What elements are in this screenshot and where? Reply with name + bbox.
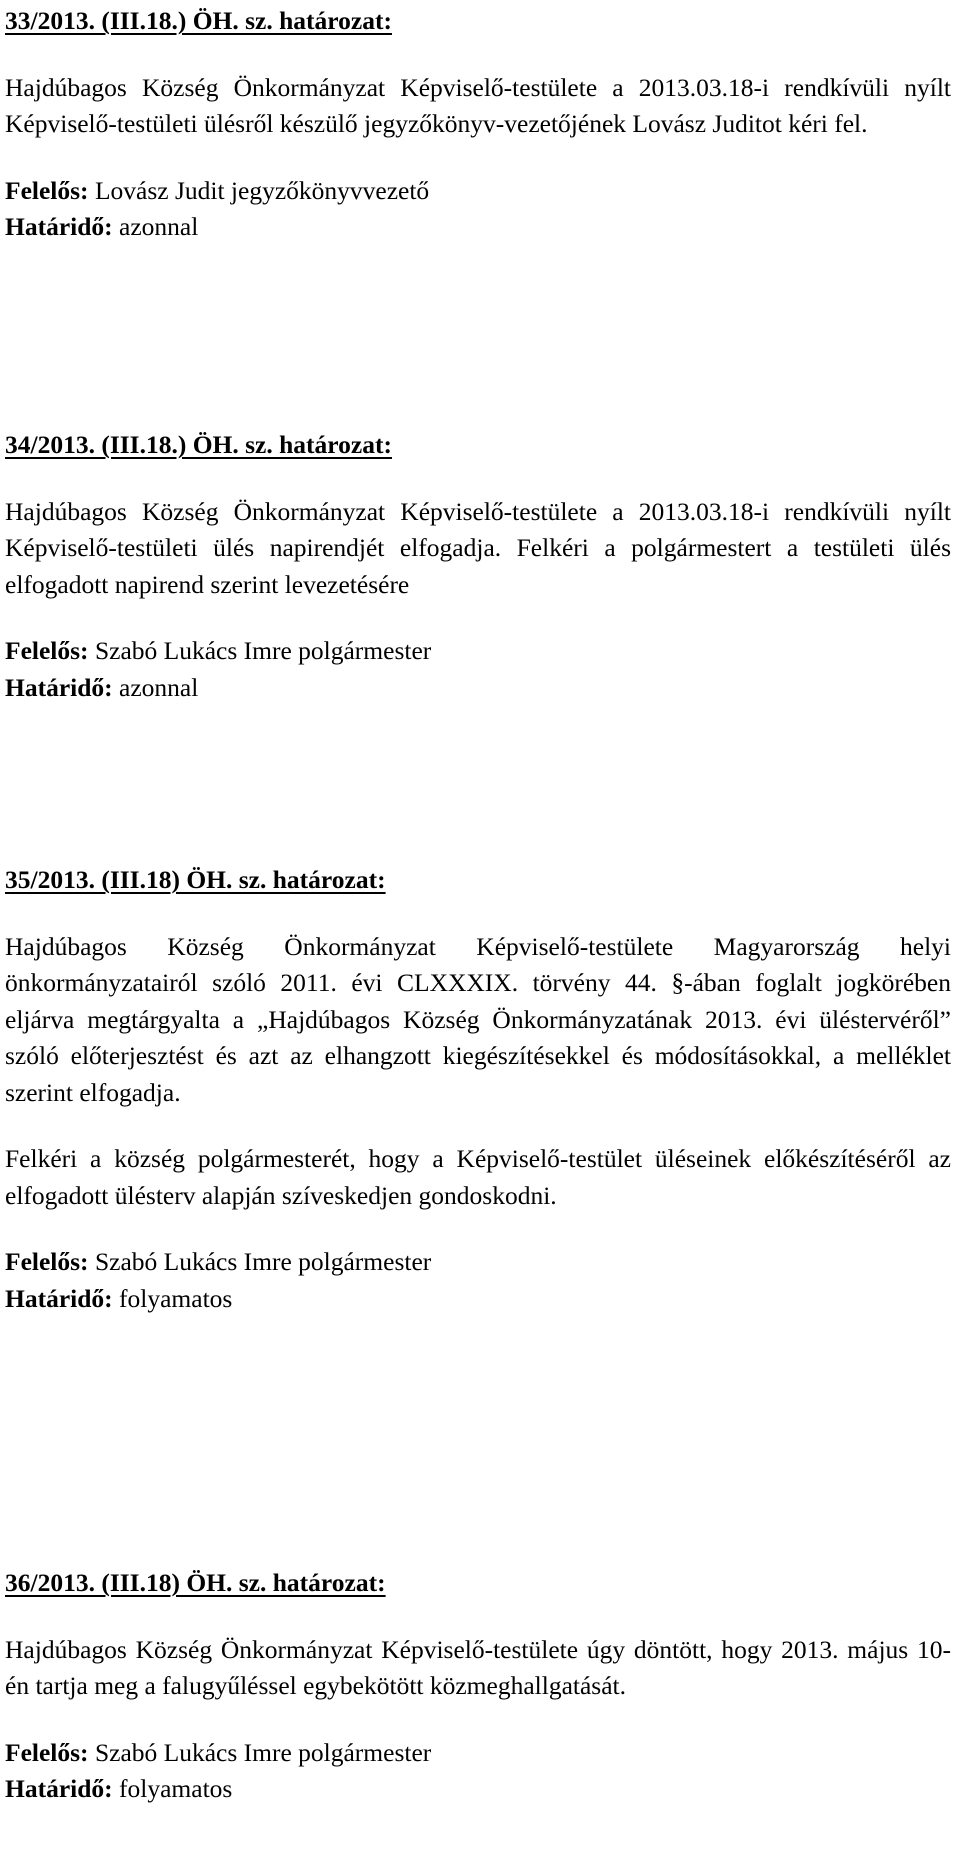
deadline-value: folyamatos [119, 1774, 233, 1803]
deadline-line [5, 209, 951, 246]
deadline-label: Határidő: [5, 1283, 113, 1313]
resolution-heading: 33/2013. (III.18.) ÖH. sz. határozat: [5, 6, 392, 35]
resolution-text: Hajdúbagos Község Önkormányzat Képviselő-testülete a 2013.03.18-i rendkívüli nyílt Képviselő-testületi ülésről készülő jegyzőkönyv-vezetőjének Lovász Juditot kéri fel. [5, 72, 951, 138]
resolution-33 [5, 3, 951, 246]
responsible-label: Felelős: [5, 175, 89, 205]
responsible-value: Szabó Lukács Imre polgármester [94, 1247, 432, 1276]
responsible-label: Felelős: [5, 1737, 89, 1767]
responsible-value: Szabó Lukács Imre polgármester [94, 636, 432, 665]
deadline-value: azonnal [119, 672, 199, 702]
deadline-value: folyamatos [119, 1283, 233, 1313]
resolution-heading: 35/2013. (III.18) ÖH. sz. határozat: [5, 865, 386, 894]
resolution-34 [5, 427, 951, 706]
resolution-heading: 34/2013. (III.18.) ÖH. sz. határozat: [5, 430, 392, 459]
resolution-text: Hajdúbagos Község Önkormányzat Képviselő-testülete úgy döntött, hogy 2013. május 10-én tartja meg a falugyűléssel egybekötött közmeghallgatását. [5, 1634, 951, 1700]
responsible-label: Felelős: [5, 636, 89, 665]
responsible-line [5, 1244, 951, 1281]
deadline-line [5, 1771, 951, 1808]
resolution-text: Felkéri a község polgármesterét, hogy a Képviselő-testület üléseinek előkészítéséről az elfogadott ülésterv alapján szíveskedjen gondoskodni. [5, 1144, 951, 1210]
responsible-line [5, 173, 951, 210]
responsible-line [5, 1735, 951, 1772]
resolution-heading: 36/2013. (III.18) ÖH. sz. határozat: [5, 1568, 386, 1597]
responsible-label: Felelős: [5, 1247, 89, 1276]
resolution-36 [5, 1565, 951, 1808]
deadline-line [5, 1281, 951, 1318]
responsible-value: Szabó Lukács Imre polgármester [94, 1737, 432, 1767]
responsible-line [5, 633, 951, 670]
deadline-label: Határidő: [5, 1774, 113, 1803]
deadline-line [5, 670, 951, 707]
responsible-value: Lovász Judit jegyzőkönyvvezető [94, 175, 430, 205]
resolution-text: Hajdúbagos Község Önkormányzat Képviselő-testülete a 2013.03.18-i rendkívüli nyílt Képviselő-testületi ülés napirendjét elfogadja. Felkéri a polgármestert a testületi ülés elfogadott napirend szerint levezetésére [5, 496, 951, 599]
resolution-35 [5, 862, 951, 1317]
resolution-text: Hajdúbagos Község Önkormányzat Képviselő-testülete Magyarország helyi önkormányzatairól szóló 2011. évi CLXXXIX. törvény 44. §-ában foglalt jogkörében eljárva megtárgyalta a „Hajdúbagos Község Önkormányzatának 2013. évi üléstervéről” szóló előterjesztést és azt az elhangzott kiegészítésekkel és módosításokkal, a melléklet szerint elfogadja. [5, 931, 951, 1107]
deadline-label: Határidő: [5, 212, 113, 241]
deadline-label: Határidő: [5, 672, 113, 702]
deadline-value: azonnal [119, 212, 199, 241]
